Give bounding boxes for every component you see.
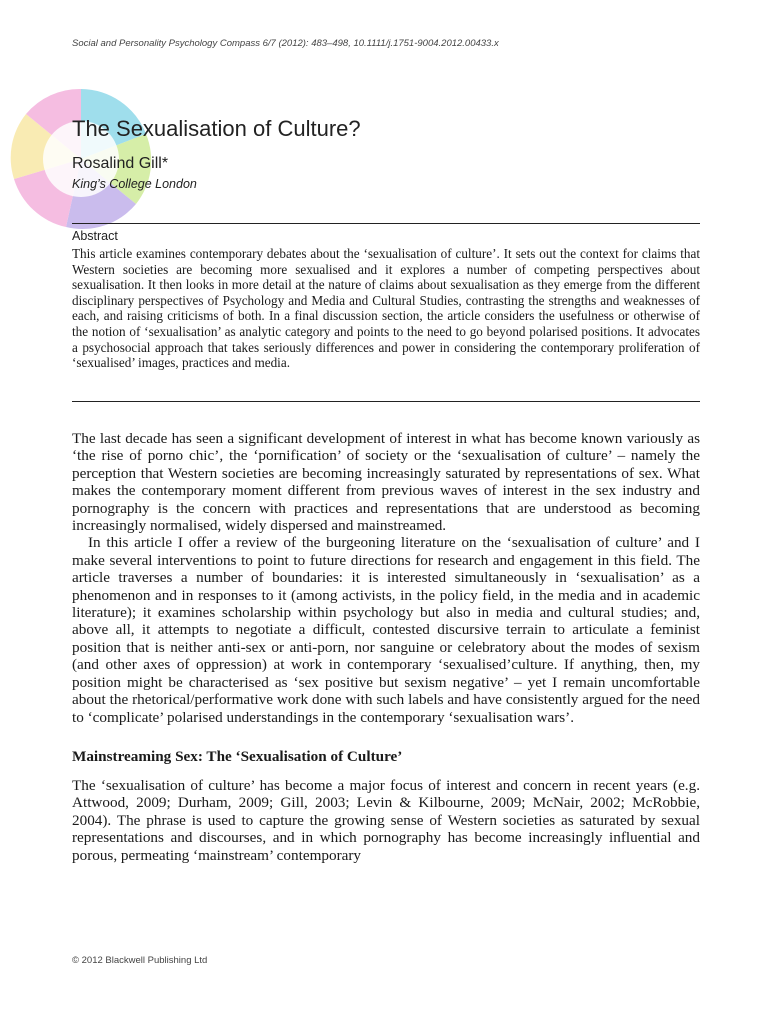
body-paragraph: The last decade has seen a significant development of interest in what has become known variously as ‘the rise of porno chic’, the ‘pornification’ of society or the ‘sexualisation of culture’ – namely the perception that Western societies are becoming increasingly saturated by representations of sex. What makes the contemporary moment different from previous waves of interest in the sex industry and pornography is the concern with practices and representations that are understood as becoming increasingly normalised, widely dispersed and mainstreamed.	[72, 430, 700, 535]
body-paragraph: In this article I offer a review of the burgeoning literature on the ‘sexualisation of culture’ and I make several interventions to point to future directions for research and engagement in this field. The article traverses a number of boundaries: it is interested simultaneously in ‘sexualisation’ as a phenomenon and in responses to it (among activists, in the policy field, in the media and in academic literature); it examines scholarship within psychology but also in media and cultural studies; and, above all, it attempts to negotiate a difficult, contested discursive terrain to articulate a feminist position that is neither anti-sex or anti-porn, nor sanguine or celebratory about the modes of sexism (and other axes of oppression) at work in contemporary ‘sexualised’culture. If anything, then, my position might be characterised as ‘sex positive but sexism negative’ – yet I remain uncomfortable about the rhetorical/performative work done with such labels and have consistently argued for the need to ‘complicate’ polarised understandings in the contemporary ‘sexualisation wars’.	[72, 534, 700, 726]
abstract-top-rule	[72, 223, 700, 224]
author-name: Rosalind Gill*	[72, 155, 169, 172]
abstract-text: This article examines contemporary debates about the ‘sexualisation of culture’. It sets out the context for claims that Western societies are becoming more sexualised and it explores a number of competing perspectives about sexualisation. It then looks in more detail at the nature of claims about sexualisation as they emerge from the different disciplinary perspectives of Psychology and Media and Cultural Studies, contrasting the strengths and weaknesses of each, and raising criticisms of both. In a final discussion section, the article considers the usefulness or otherwise of the notion of ‘sexualisation’ as analytic category and points to the need to go beyond polarised positions. It advocates a psychosocial approach that takes seriously differences and power in considering the contemporary proliferation of ‘sexualised’ images, practices and media.	[72, 246, 700, 371]
abstract-bottom-rule	[72, 401, 700, 402]
journal-citation: Social and Personality Psychology Compass 6/7 (2012): 483–498, 10.1111/j.1751-9004.2012.00433.x	[72, 38, 499, 49]
body-paragraph: The ‘sexualisation of culture’ has become a major focus of interest and concern in recent years (e.g. Attwood, 2009; Durham, 2009; Gill, 2003; Levin & Kilbourne, 2009; McNair, 2002; McRobbie, 2004). The phrase is used to capture the growing sense of Western societies as saturated by sexual representations and discourses, and in which pornography has become increasingly influential and porous, permeating ‘mainstream’ contemporary	[72, 776, 700, 864]
section-heading: Mainstreaming Sex: The ‘Sexualisation of Culture’	[72, 747, 403, 765]
copyright-notice: © 2012 Blackwell Publishing Ltd	[72, 955, 208, 966]
article-title: The Sexualisation of Culture?	[72, 116, 361, 141]
article-body	[72, 430, 700, 864]
abstract-heading: Abstract	[72, 229, 118, 243]
author-affiliation: King’s College London	[72, 177, 197, 191]
